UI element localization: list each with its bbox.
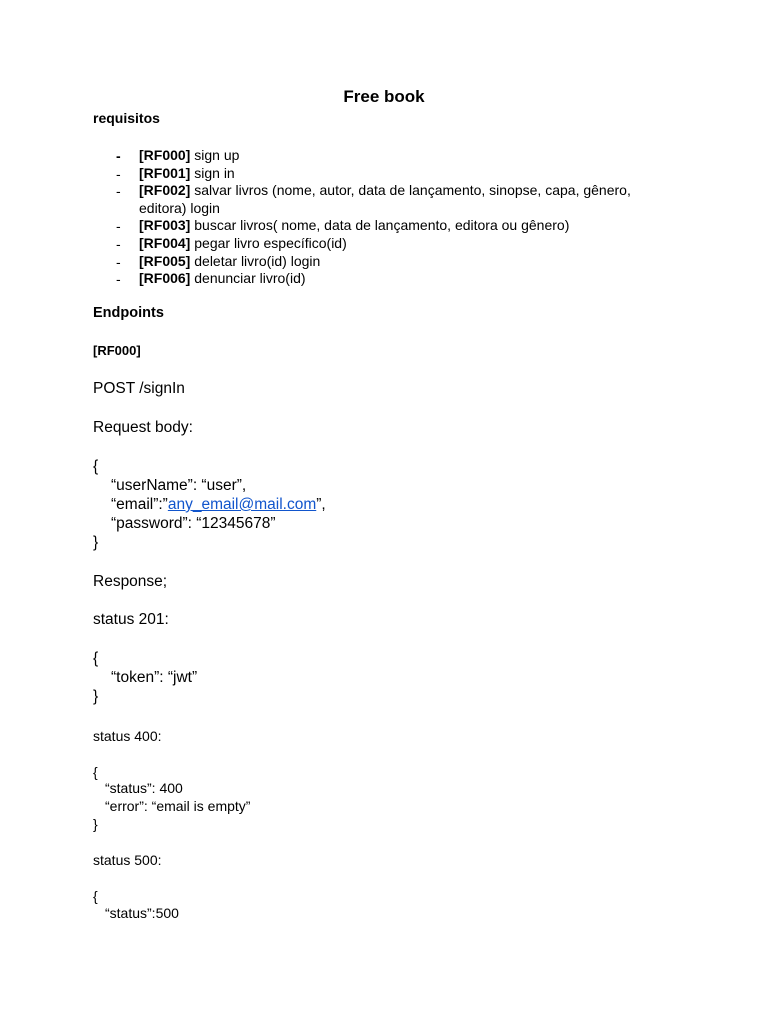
list-bullet: - — [116, 218, 121, 234]
list-item-text — [139, 146, 239, 164]
code-line-token: “token”: “jwt” — [111, 669, 198, 686]
requirement-description: pegar livro específico(id) — [190, 235, 347, 251]
endpoints-heading: Endpoints — [93, 305, 164, 321]
code-line-email — [111, 497, 326, 513]
status-400-label: status 400: — [93, 728, 162, 744]
list-bullet: - — [116, 148, 121, 164]
request-body-label: Request body: — [93, 419, 193, 436]
requirement-description: deletar livro(id) login — [190, 253, 321, 269]
list-bullet: - — [116, 236, 121, 252]
requirement-description: salvar livros (nome, autor, data de lançamento, sinopse, capa, gênero, — [190, 182, 631, 198]
code-text: “email”:” — [111, 496, 168, 513]
list-item-text — [139, 164, 235, 182]
list-item-text — [139, 269, 306, 287]
email-link[interactable]: any_email@mail.com — [167, 496, 317, 513]
requirement-description: sign up — [190, 147, 240, 163]
code-line-status: “status”:500 — [105, 905, 179, 921]
requirement-id: [RF000] — [139, 147, 191, 163]
requirement-id: [RF004] — [139, 235, 191, 251]
code-line-error: “error”: “email is empty” — [105, 798, 251, 814]
brace-close: } — [93, 816, 98, 832]
list-bullet: - — [116, 183, 121, 199]
brace-open: { — [93, 650, 99, 667]
requirement-id: [RF006] — [139, 270, 191, 286]
requirements-heading: requisitos — [93, 110, 160, 126]
response-label: Response; — [93, 573, 168, 590]
list-item-text — [139, 181, 631, 199]
requirement-id: [RF005] — [139, 253, 191, 269]
code-text: ”, — [316, 496, 326, 513]
requirement-description: sign in — [190, 165, 235, 181]
brace-close: } — [93, 534, 99, 551]
endpoint-id: [RF000] — [93, 343, 141, 358]
requirement-id: [RF002] — [139, 182, 191, 198]
list-item-text — [139, 252, 320, 270]
list-bullet: - — [116, 166, 121, 182]
requirement-description: buscar livros( nome, data de lançamento, editora ou gênero) — [190, 217, 570, 233]
requirement-description: denunciar livro(id) — [190, 270, 306, 286]
requirement-continuation: editora) login — [139, 200, 220, 216]
status-500-label: status 500: — [93, 852, 162, 868]
code-line-username: “userName”: “user”, — [111, 477, 247, 494]
code-line-password: “password”: “12345678” — [111, 515, 276, 532]
endpoint-method-route: POST /signIn — [93, 380, 185, 397]
code-line-status: “status”: 400 — [105, 780, 183, 796]
document-title: Free book — [343, 87, 425, 106]
requirement-id: [RF003] — [139, 217, 191, 233]
brace-close: } — [93, 688, 99, 705]
brace-open: { — [93, 888, 98, 904]
list-item-text — [139, 216, 569, 234]
list-bullet: - — [116, 271, 121, 287]
requirement-id: [RF001] — [139, 165, 191, 181]
brace-open: { — [93, 764, 98, 780]
list-bullet: - — [116, 254, 121, 270]
list-item-text — [139, 234, 347, 252]
brace-open: { — [93, 458, 99, 475]
status-201-label: status 201: — [93, 611, 169, 628]
